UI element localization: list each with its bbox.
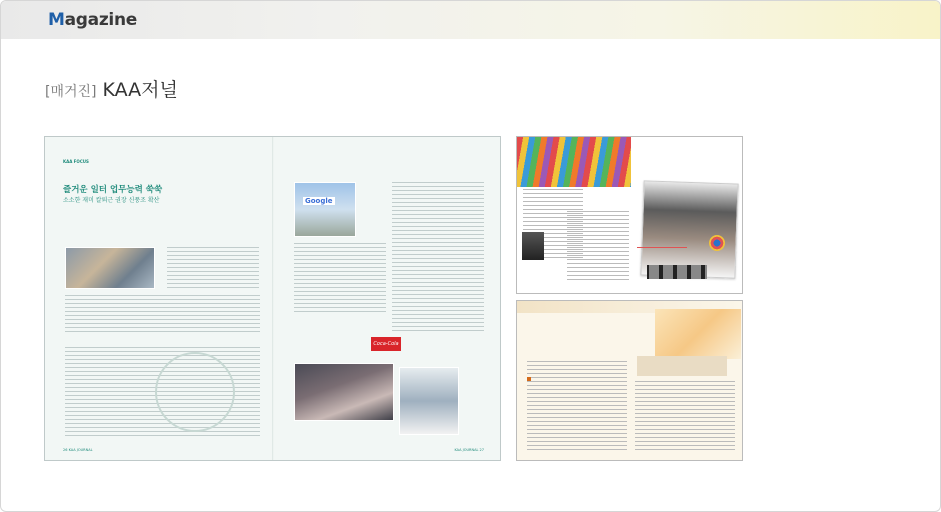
right-page-footer: KAA JOURNAL 27 — [454, 448, 484, 452]
thumb2-text-block-1 — [527, 361, 627, 451]
section-title-initial: M — [48, 10, 65, 30]
header-bar — [1, 1, 941, 39]
left-page-footer: 26 KAA JOURNAL — [63, 448, 93, 452]
section-title — [48, 10, 137, 30]
film-strip — [647, 265, 707, 279]
thumb2-hero-graphic — [655, 309, 741, 359]
thumb1-divider — [637, 247, 687, 248]
body-text-block-5 — [392, 182, 484, 332]
group-photo — [640, 180, 738, 278]
thumb2-text-block-2 — [635, 381, 735, 451]
decorative-shapes-icon — [709, 235, 725, 251]
colored-pencils-image — [517, 137, 631, 187]
magazine-thumbnail-1[interactable] — [516, 136, 743, 294]
magazine-spread-main[interactable] — [44, 136, 501, 461]
google-office-photo — [294, 182, 356, 237]
page-heading — [45, 75, 178, 102]
left-page — [45, 137, 273, 460]
section-tag: KAA FOCUS — [63, 159, 89, 164]
office-people-photo — [65, 247, 155, 289]
doctor-photo — [399, 367, 459, 435]
right-page — [274, 137, 501, 460]
body-text-block-1 — [167, 247, 259, 289]
body-text-block-4 — [294, 243, 386, 313]
body-text-block-2 — [65, 295, 260, 335]
section-title-rest: agazine — [64, 10, 137, 30]
magazine-thumbnail-2[interactable] — [516, 300, 743, 461]
feature-title: 즐거운 일터 업무능력 쑥쑥 — [63, 185, 163, 195]
massage-chair-photo — [294, 363, 394, 421]
page-heading-category: [매거진] — [45, 84, 97, 100]
thumb2-bullet — [527, 377, 531, 381]
coca-cola-sign: Coca-Cola — [371, 337, 401, 351]
feature-subtitle: 소소한 재미 칼퇴근 권장 신풍조 확산 — [63, 197, 160, 204]
page-heading-name: KAA저널 — [102, 79, 178, 101]
thumb1-portrait — [522, 232, 544, 260]
google-sign: Google — [305, 197, 333, 205]
thumb2-highlight-box — [637, 356, 727, 376]
ferris-wheel-graphic — [155, 352, 235, 432]
thumb1-text-block-2 — [567, 211, 629, 281]
